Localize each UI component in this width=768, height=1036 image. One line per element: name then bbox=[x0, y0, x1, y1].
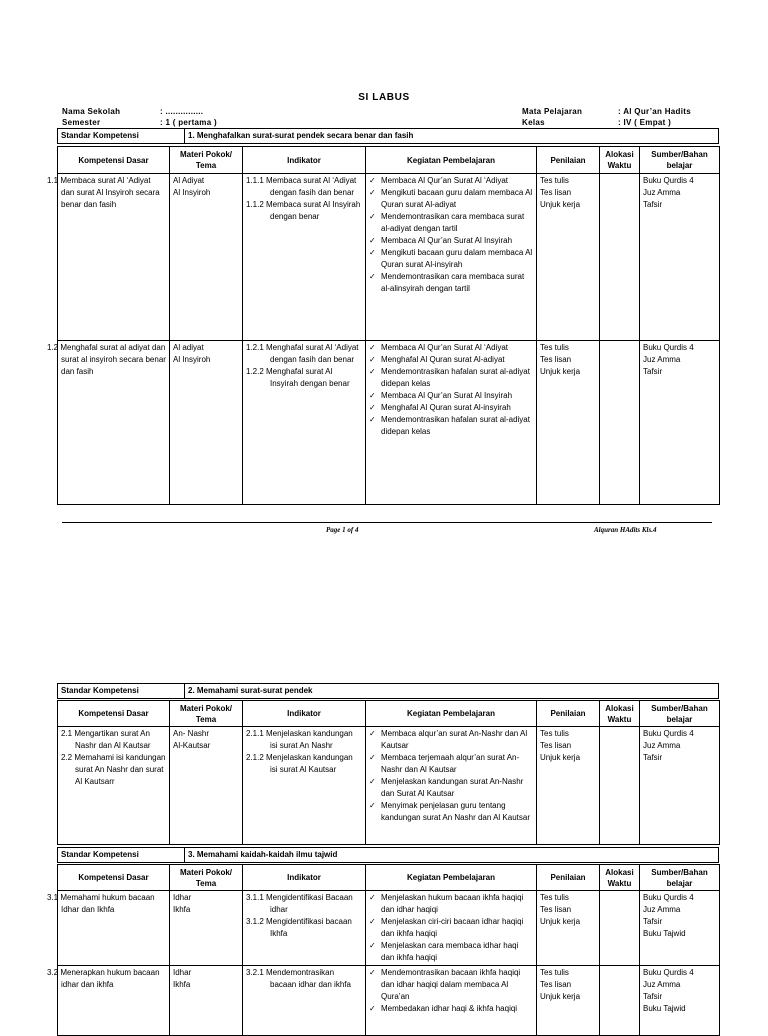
check-icon: ✓ bbox=[369, 272, 376, 281]
penilaian-cell bbox=[537, 891, 600, 966]
materi-item: Al Insyiroh bbox=[173, 355, 211, 364]
materi-item: Ikhfa bbox=[173, 980, 191, 989]
sk-text-2: 2. Memahami surat-surat pendek bbox=[185, 684, 719, 699]
col-indikator: Indikator bbox=[243, 701, 366, 727]
alokasi-cell bbox=[600, 891, 640, 966]
materi-item: Ikhfa bbox=[173, 905, 191, 914]
materi-item: Idhar bbox=[173, 968, 192, 977]
penilaian-cell bbox=[537, 727, 600, 845]
table-row bbox=[58, 727, 720, 845]
sumber-item: Tafsir bbox=[643, 753, 663, 762]
indikator-item: 2.1.2 Menjelaskan kandungan isi surat Al Kautsar bbox=[246, 753, 353, 774]
materi-cell bbox=[170, 966, 243, 1036]
check-icon: ✓ bbox=[369, 212, 376, 221]
kegiatan-item bbox=[369, 916, 533, 940]
penilaian-item: Tes lisan bbox=[540, 905, 572, 914]
sk-bar-2 bbox=[57, 683, 719, 699]
sumber-cell bbox=[640, 966, 720, 1036]
kegiatan-item bbox=[369, 728, 533, 752]
kegiatan-item bbox=[369, 800, 533, 824]
indikator-cell bbox=[243, 727, 366, 845]
sumber-item: Buku Qurdis 4 bbox=[643, 343, 694, 352]
document-title: SI LABUS bbox=[358, 92, 410, 103]
kd-text: 3.1 Memahami hukum bacaan Idhar dan Ikhfa bbox=[47, 893, 155, 914]
materi-item: Al-Kautsar bbox=[173, 741, 211, 750]
kegiatan-item bbox=[369, 354, 533, 366]
table-header-row bbox=[58, 701, 720, 727]
check-icon: ✓ bbox=[369, 188, 376, 197]
kegiatan-item bbox=[369, 187, 533, 211]
sumber-item: Juz Amma bbox=[643, 741, 681, 750]
col-alokasi: Alokasi Waktu bbox=[600, 701, 640, 727]
sk-bar-3 bbox=[57, 847, 719, 863]
col-alokasi: Alokasi Waktu bbox=[600, 147, 640, 174]
footer-doc-label: Alquran HAdits Kls.4 bbox=[594, 526, 657, 534]
kegiatan-text: Membaca Al Qur’an Surat Al Insyirah bbox=[381, 236, 513, 245]
sumber-item: Juz Amma bbox=[643, 905, 681, 914]
indikator-cell bbox=[243, 891, 366, 966]
penilaian-item: Tes tulis bbox=[540, 893, 569, 902]
materi-item: Al Insyiroh bbox=[173, 188, 211, 197]
kegiatan-item bbox=[369, 892, 533, 916]
sumber-item: Juz Amma bbox=[643, 980, 681, 989]
kegiatan-cell bbox=[366, 341, 537, 505]
kegiatan-text: Mendemontrasikan hafalan surat al-adiyat didepan kelas bbox=[381, 415, 530, 436]
penilaian-cell bbox=[537, 341, 600, 505]
indikator-item: 3.1.2 Mengidentifikasi bacaan Ikhfa bbox=[246, 917, 352, 938]
check-icon: ✓ bbox=[369, 801, 376, 810]
page-number: Page 1 of 4 bbox=[326, 526, 359, 534]
kd-text: 3.2 Menerapkan hukum bacaan idhar dan ikhfa bbox=[47, 968, 160, 989]
sumber-cell bbox=[640, 891, 720, 966]
col-penilaian: Penilaian bbox=[537, 865, 600, 891]
check-icon: ✓ bbox=[369, 176, 376, 185]
check-icon: ✓ bbox=[369, 367, 376, 376]
kegiatan-text: Membaca Al Qur’an Surat Al Insyirah bbox=[381, 391, 513, 400]
penilaian-item: Tes lisan bbox=[540, 980, 572, 989]
indikator-item: 3.2.1 Mendemontrasikan bacaan idhar dan ikhfa bbox=[246, 968, 351, 989]
table-header-row bbox=[58, 865, 720, 891]
kd-cell bbox=[47, 174, 170, 341]
kegiatan-text: Menghafal Al Quran surat Al-adiyat bbox=[381, 355, 505, 364]
sumber-item: Buku Qurdis 4 bbox=[643, 176, 694, 185]
penilaian-item: Tes tulis bbox=[540, 176, 569, 185]
syllabus-table-1 bbox=[47, 146, 720, 505]
kegiatan-item bbox=[369, 342, 533, 354]
penilaian-item: Tes tulis bbox=[540, 343, 569, 352]
materi-cell bbox=[170, 174, 243, 341]
kegiatan-cell bbox=[366, 891, 537, 966]
sk-label: Standar Kompetensi bbox=[58, 129, 185, 144]
materi-item: Al Adiyat bbox=[173, 176, 205, 185]
sk-bar-1 bbox=[57, 128, 719, 144]
table-header-row bbox=[58, 147, 720, 174]
kd-cell bbox=[47, 891, 170, 966]
check-icon: ✓ bbox=[369, 917, 376, 926]
kegiatan-item bbox=[369, 776, 533, 800]
indikator-cell bbox=[243, 966, 366, 1036]
kegiatan-text: Menyimak penjelasan guru tentang kandungan surat An Nashr dan Al Kautsar bbox=[381, 801, 530, 822]
kegiatan-text: Membaca Al Qur’an Surat Al ‘Adiyat bbox=[381, 176, 509, 185]
check-icon: ✓ bbox=[369, 391, 376, 400]
class-value: : IV ( Empat ) bbox=[618, 118, 672, 127]
sumber-item: Juz Amma bbox=[643, 355, 681, 364]
check-icon: ✓ bbox=[369, 1004, 376, 1013]
penilaian-item: Unjuk kerja bbox=[540, 992, 581, 1001]
kegiatan-text: Mengikuti bacaan guru dalam membaca Al Quran surat Al-adiyat bbox=[381, 188, 533, 209]
syllabus-table-3 bbox=[47, 864, 720, 1036]
indikator-item: 3.1.1 Mengidentifikasi Bacaan idhar bbox=[246, 893, 353, 914]
kegiatan-text: Mendemontrasikan cara membaca surat al-adiyat dengan tartil bbox=[381, 212, 525, 233]
sumber-item: Buku Tajwid bbox=[643, 1004, 686, 1013]
kegiatan-text: Membaca terjemaah alqur’an surat An-Nashr dan Al Kautsar bbox=[381, 753, 520, 774]
kegiatan-cell bbox=[366, 727, 537, 845]
col-sumber: Sumber/Bahan belajar bbox=[640, 701, 720, 727]
kegiatan-text: Membaca alqur’an surat An-Nashr dan Al Kautsar bbox=[381, 729, 528, 750]
col-materi: Materi Pokok/ Tema bbox=[170, 701, 243, 727]
kegiatan-text: Menjelaskan hukum bacaan ikhfa haqiqi dan idhar haqiqi bbox=[381, 893, 524, 914]
kegiatan-item bbox=[369, 940, 533, 964]
kegiatan-text: Menjelaskan ciri-ciri bacaan idhar haqiqi dan ikhfa haqiqi bbox=[381, 917, 524, 938]
subject-label: Mata Pelajaran bbox=[522, 107, 583, 116]
kd-text: 1.2 Menghafal surat al adiyat dan surat al insyiroh secara benar dan fasih bbox=[47, 343, 166, 376]
footer-divider bbox=[62, 522, 712, 523]
sumber-item: Tafsir bbox=[643, 200, 663, 209]
sumber-cell bbox=[640, 727, 720, 845]
materi-item: Idhar bbox=[173, 893, 192, 902]
kd-cell bbox=[47, 341, 170, 505]
indikator-cell bbox=[243, 174, 366, 341]
col-kegiatan: Kegiatan Pembelajaran bbox=[366, 865, 537, 891]
penilaian-item: Tes lisan bbox=[540, 188, 572, 197]
alokasi-cell bbox=[600, 174, 640, 341]
kegiatan-text: Mendemontrasikan hafalan surat al-adiyat didepan kelas bbox=[381, 367, 530, 388]
class-label: Kelas bbox=[522, 118, 545, 127]
col-kd: Kompetensi Dasar bbox=[58, 147, 170, 174]
kegiatan-item bbox=[369, 390, 533, 402]
col-indikator: Indikator bbox=[243, 865, 366, 891]
penilaian-item: Unjuk kerja bbox=[540, 753, 581, 762]
kegiatan-text: Membaca Al Qur’an Surat Al ‘Adiyat bbox=[381, 343, 509, 352]
school-value: : ............... bbox=[160, 107, 204, 116]
kegiatan-text: Mendemontrasikan cara membaca surat al-alinsyirah dengan tartil bbox=[381, 272, 525, 293]
kegiatan-text: Membedakan idhar haqi & ikhfa haqiqi bbox=[381, 1004, 518, 1013]
kegiatan-item bbox=[369, 752, 533, 776]
col-kegiatan: Kegiatan Pembelajaran bbox=[366, 147, 537, 174]
col-indikator: Indikator bbox=[243, 147, 366, 174]
penilaian-item: Unjuk kerja bbox=[540, 917, 581, 926]
kd-cell bbox=[58, 727, 170, 845]
kd-text: 1.1 Membaca surat Al ‘Adiyat dan surat Al Insyiroh secara benar dan fasih bbox=[47, 176, 160, 209]
penilaian-cell bbox=[537, 966, 600, 1036]
penilaian-cell bbox=[537, 174, 600, 341]
sumber-item: Buku Qurdis 4 bbox=[643, 968, 694, 977]
sk-label: Standar Kompetensi bbox=[58, 848, 185, 863]
sumber-cell bbox=[640, 174, 720, 341]
check-icon: ✓ bbox=[369, 941, 376, 950]
kegiatan-text: Menghafal Al Quran surat Al-insyirah bbox=[381, 403, 511, 412]
kd-cell bbox=[47, 966, 170, 1036]
materi-item: An- Nashr bbox=[173, 729, 210, 738]
check-icon: ✓ bbox=[369, 343, 376, 352]
alokasi-cell bbox=[600, 966, 640, 1036]
penilaian-item: Unjuk kerja bbox=[540, 367, 581, 376]
col-kd: Kompetensi Dasar bbox=[58, 865, 170, 891]
sumber-item: Buku Qurdis 4 bbox=[643, 893, 694, 902]
col-kd: Kompetensi Dasar bbox=[58, 701, 170, 727]
semester-label: Semester bbox=[62, 118, 101, 127]
indikator-item: 1.2.2 Menghafal surat Al Insyirah dengan benar bbox=[246, 367, 350, 388]
sumber-item: Tafsir bbox=[643, 367, 663, 376]
semester-value: : 1 ( pertama ) bbox=[160, 118, 217, 127]
sumber-item: Buku Tajwid bbox=[643, 929, 686, 938]
col-penilaian: Penilaian bbox=[537, 147, 600, 174]
check-icon: ✓ bbox=[369, 355, 376, 364]
penilaian-item: Unjuk kerja bbox=[540, 200, 581, 209]
sumber-item: Tafsir bbox=[643, 992, 663, 1001]
kegiatan-item bbox=[369, 402, 533, 414]
check-icon: ✓ bbox=[369, 236, 376, 245]
kegiatan-item bbox=[369, 211, 533, 235]
alokasi-cell bbox=[600, 727, 640, 845]
table-row bbox=[58, 891, 720, 966]
col-sumber: Sumber/Bahan belajar bbox=[640, 865, 720, 891]
sk-label: Standar Kompetensi bbox=[58, 684, 185, 699]
check-icon: ✓ bbox=[369, 753, 376, 762]
kegiatan-item bbox=[369, 1003, 533, 1015]
materi-cell bbox=[170, 727, 243, 845]
col-kegiatan: Kegiatan Pembelajaran bbox=[366, 701, 537, 727]
col-penilaian: Penilaian bbox=[537, 701, 600, 727]
sumber-item: Buku Qurdis 4 bbox=[643, 729, 694, 738]
kegiatan-item bbox=[369, 414, 533, 438]
sk-text-3: 3. Memahami kaidah-kaidah ilmu tajwid bbox=[185, 848, 719, 863]
kegiatan-text: Menjelaskan cara membaca idhar haqi dan ikhfa haqiqi bbox=[381, 941, 519, 962]
kegiatan-text: Menjelaskan kandungan surat An-Nashr dan Surat Al Kautsar bbox=[381, 777, 524, 798]
syllabus-table-2 bbox=[57, 700, 720, 845]
check-icon: ✓ bbox=[369, 893, 376, 902]
col-materi: Materi Pokok/ Tema bbox=[170, 865, 243, 891]
indikator-item: 1.1.2 Membaca surat Al Insyirah dengan benar bbox=[246, 200, 361, 221]
penilaian-item: Tes tulis bbox=[540, 968, 569, 977]
penilaian-item: Tes lisan bbox=[540, 355, 572, 364]
kegiatan-item bbox=[369, 967, 533, 1003]
check-icon: ✓ bbox=[369, 968, 376, 977]
indikator-item: 2.1.1 Menjelaskan kandungan isi surat An Nashr bbox=[246, 729, 353, 750]
sk-text-1: 1. Menghafalkan surat-surat pendek secara benar dan fasih bbox=[185, 129, 719, 144]
kegiatan-item bbox=[369, 247, 533, 271]
kegiatan-item bbox=[369, 175, 533, 187]
sumber-item: Tafsir bbox=[643, 917, 663, 926]
indikator-item: 1.2.1 Menghafal surat Al ‘Adiyat dengan fasih dan benar bbox=[246, 343, 359, 364]
materi-item: Al adiyat bbox=[173, 343, 204, 352]
alokasi-cell bbox=[600, 341, 640, 505]
kegiatan-cell bbox=[366, 174, 537, 341]
kegiatan-cell bbox=[366, 966, 537, 1036]
col-materi: Materi Pokok/ Tema bbox=[170, 147, 243, 174]
check-icon: ✓ bbox=[369, 403, 376, 412]
penilaian-item: Tes tulis bbox=[540, 729, 569, 738]
table-row bbox=[58, 174, 720, 341]
page-2 bbox=[0, 670, 768, 1024]
school-label: Nama Sekolah bbox=[62, 107, 121, 116]
materi-cell bbox=[170, 891, 243, 966]
col-sumber: Sumber/Bahan belajar bbox=[640, 147, 720, 174]
kegiatan-item bbox=[369, 235, 533, 247]
table-row bbox=[58, 341, 720, 505]
sumber-item: Juz Amma bbox=[643, 188, 681, 197]
kegiatan-item bbox=[369, 366, 533, 390]
materi-cell bbox=[170, 341, 243, 505]
page-gap bbox=[0, 540, 768, 670]
indikator-item: 1.1.1 Membaca surat Al ‘Adiyat dengan fasih dan benar bbox=[246, 176, 357, 197]
kegiatan-text: Mengikuti bacaan guru dalam membaca Al Quran surat Al-insyirah bbox=[381, 248, 533, 269]
table-row bbox=[58, 966, 720, 1036]
penilaian-item: Tes lisan bbox=[540, 741, 572, 750]
subject-value: : Al Qur’an Hadits bbox=[618, 107, 691, 116]
check-icon: ✓ bbox=[369, 729, 376, 738]
kd-text: 2.1 Mengartikan surat An Nashr dan Al Kautsar bbox=[61, 729, 151, 750]
kegiatan-text: Mendemontrasikan bacaan ikhfa haqiqi dan idhar haqiqi dalam membaca Al Qura’an bbox=[381, 968, 521, 1001]
check-icon: ✓ bbox=[369, 415, 376, 424]
check-icon: ✓ bbox=[369, 248, 376, 257]
indikator-cell bbox=[243, 341, 366, 505]
check-icon: ✓ bbox=[369, 777, 376, 786]
kegiatan-item bbox=[369, 271, 533, 295]
col-alokasi: Alokasi Waktu bbox=[600, 865, 640, 891]
sumber-cell bbox=[640, 341, 720, 505]
kd-text: 2.2 Memahami isi kandungan surat An Nashr dan surat Al Kautsarr bbox=[61, 753, 166, 786]
